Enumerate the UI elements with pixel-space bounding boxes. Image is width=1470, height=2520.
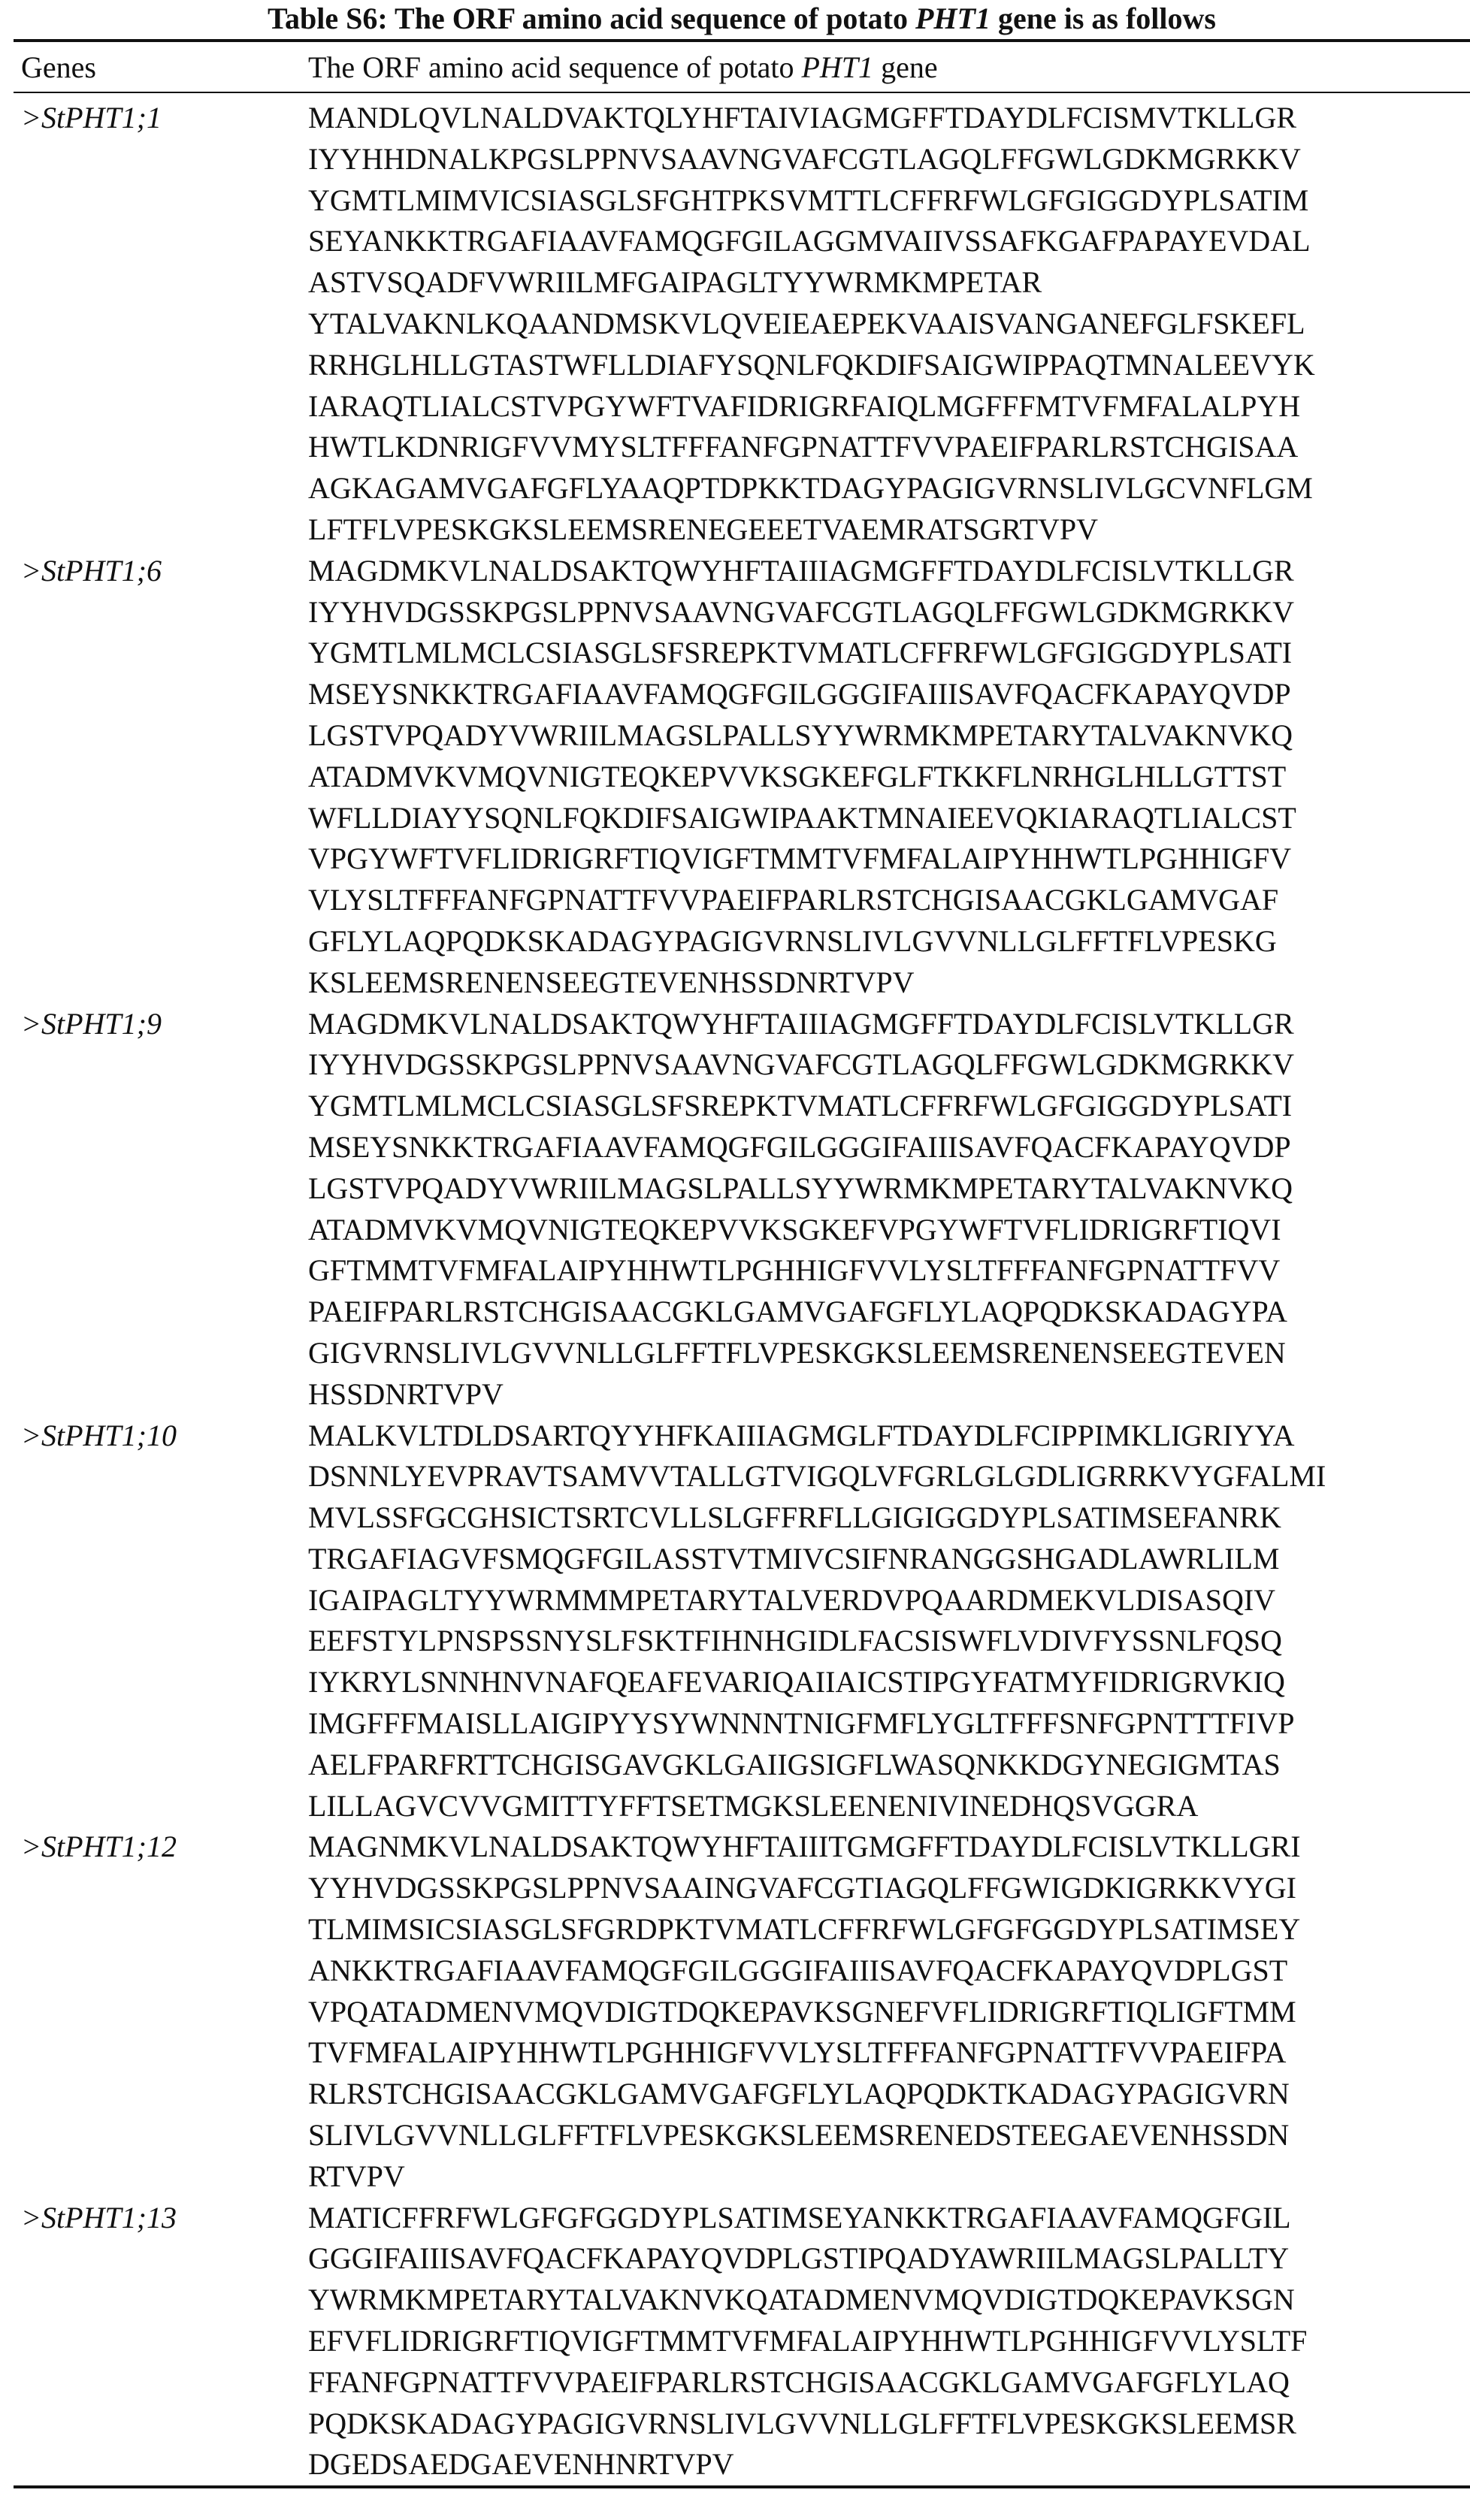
sequence-line: IYYHVDGSSKPGSLPPNVSAAVNGVAFCGTLAGQLFFGWLGDKMGRKKV	[308, 594, 1295, 629]
header-seq-gene: PHT1	[801, 50, 874, 84]
sequence-line: VLYSLTFFFANFGPNATTFVVPAEIFPARLRSTCHGISAACGKLGAMVGAF	[308, 883, 1279, 917]
gene-name: >StPHT1;12	[21, 1830, 177, 1864]
sequence-line: GFTMMTVFMFALAIPYHHWTLPGHHIGFVVLYSLTFFFANFGPNATTFVV	[308, 1253, 1281, 1288]
sequence-line: MAGNMKVLNALDSAKTQWYHFTAIIITGMGFFTDAYDLFCISLVTKLLGRI	[308, 1830, 1301, 1864]
sequence-line: RLRSTCHGISAACGKLGAMVGAFGFLYLAQPQDKTKADAGYPAGIGVRN	[308, 2077, 1290, 2111]
sequence-line: DGEDSAEDGAEVENHNRTVPV	[308, 2447, 734, 2482]
header-seq-before: The ORF amino acid sequence of potato	[308, 50, 802, 84]
sequence-cell	[308, 1416, 1470, 1827]
sequence-line: DSNNLYEVPRAVTSAMVVTALLGTVIGQLVFGRLGLGDLIGRRKVYGFALMI	[308, 1459, 1326, 1494]
sequence-line: HSSDNRTVPV	[308, 1376, 504, 1411]
caption-text-after: gene is as follows	[990, 2, 1216, 35]
sequence-line: YTALVAKNLKQAANDMSKVLQVEIEAEPEKVAAISVANGANEFGLFSKEFL	[308, 306, 1305, 340]
sequence-line: AGKAGAMVGAFGFLYAAQPTDPKKTDAGYPAGIGVRNSLIVLGCVNFLGM	[308, 471, 1313, 506]
sequence-line: VPQATADMENVMQVDIGTDQKEPAVKSGNEFVFLIDRIGRFTIQLIGFTMM	[308, 1994, 1296, 2029]
sequence-line: TRGAFIAGVFSMQGFGILASSTVTMIVCSIFNRANGGSHGADLAWRLILM	[308, 1541, 1280, 1576]
sequence-line: EFVFLIDRIGRFTIQVIGFTMMTVFMFALAIPYHHWTLPGHHIGFVVLYSLTF	[308, 2324, 1308, 2358]
sequence-line: TLMIMSICSIASGLSFGRDPKTVMATLCFFRFWLGFGFGGDYPLSATIMSEY	[308, 1912, 1301, 1947]
caption-prefix: Table S6:	[268, 2, 388, 35]
sequence-line: LFTFLVPESKGKSLEEMSRENEGEEETVAEMRATSGRTVPV	[308, 512, 1099, 546]
sequence-line: IYYHVDGSSKPGSLPPNVSAAVNGVAFCGTLAGQLFFGWLGDKMGRKKV	[308, 1047, 1295, 1082]
table-header-row	[14, 42, 1470, 92]
sequence-line: YYHVDGSSKPGSLPPNVSAAINGVAFCGTIAGQLFFGWIGDKIGRKKVYGI	[308, 1871, 1296, 1905]
sequence-line: ASTVSQADFVWRIILMFGAIPAGLTYYWRMKMPETAR	[308, 265, 1042, 300]
table-row	[14, 1827, 1470, 2197]
sequence-cell	[308, 1004, 1470, 1416]
gene-name: >StPHT1;13	[21, 2200, 177, 2234]
sequence-line: MSEYSNKKTRGAFIAAVFAMQGFGILGGGIFAIIISAVFQACFKAPAYQVDP	[308, 677, 1291, 712]
sequence-line: ATADMVKVMQVNIGTEQKEPVVKSGKEFGLFTKKFLNRHGLHLLGTTST	[308, 759, 1287, 793]
caption-gene: PHT1	[915, 2, 991, 35]
sequence-cell	[308, 98, 1470, 551]
sequence-line: YGMTLMLMCLCSIASGLSFSREPKTVMATLCFFRFWLGFGIGGDYPLSATI	[308, 1089, 1293, 1123]
sequence-line: MALKVLTDLDSARTQYYHFKAIIIAGMGLFTDAYDLFCIPPIMKLIGRIYYA	[308, 1418, 1295, 1452]
sequence-line: RTVPV	[308, 2159, 405, 2193]
sequence-cell	[308, 2198, 1470, 2486]
sequence-cell	[308, 1827, 1470, 2197]
sequence-line: MATICFFRFWLGFGFGGDYPLSATIMSEYANKKTRGAFIAAVFAMQGFGIL	[308, 2200, 1291, 2234]
sequence-line: ATADMVKVMQVNIGTEQKEPVVKSGKEFVPGYWFTVFLIDRIGRFTIQVI	[308, 1212, 1281, 1246]
sequence-line: YGMTLMLMCLCSIASGLSFSREPKTVMATLCFFRFWLGFGIGGDYPLSATI	[308, 636, 1293, 670]
table-row	[14, 1416, 1470, 1827]
sequence-line: PQDKSKADAGYPAGIGVRNSLIVLGVVNLLGLFFTFLVPESKGKSLEEMSR	[308, 2406, 1296, 2440]
sequence-line: PAEIFPARLRSTCHGISAACGKLGAMVGAFGFLYLAQPQDKSKADAGYPA	[308, 1295, 1287, 1329]
sequence-line: EEFSTYLPNSPSSNYSLFSKTFIHNHGIDLFACSISWFLVDIVFYSSNLFQSQ	[308, 1624, 1282, 1658]
sequence-line: YGMTLMIMVICSIASGLSFGHTPKSVMTTLCFFRFWLGFGIGGDYPLSATIM	[308, 183, 1309, 217]
header-seq-after: gene	[873, 50, 938, 84]
table-row	[14, 98, 1470, 551]
table-bottom-rule	[14, 2485, 1470, 2488]
sequence-line: GFLYLAQPQDKSKADAGYPAGIGVRNSLIVLGVVNLLGLFFTFLVPESKG	[308, 923, 1277, 958]
sequence-cell	[308, 551, 1470, 1004]
gene-name: >StPHT1;6	[21, 553, 162, 588]
sequence-line: MSEYSNKKTRGAFIAAVFAMQGFGILGGGIFAIIISAVFQACFKAPAYQVDP	[308, 1129, 1291, 1164]
sequence-line: KSLEEMSRENENSEEGTEVENHSSDNRTVPV	[308, 965, 915, 999]
sequence-line: MAGDMKVLNALDSAKTQWYHFTAIIIAGMGFFTDAYDLFCISLVTKLLGR	[308, 553, 1294, 588]
table-row	[14, 551, 1470, 1004]
sequence-line: GGGIFAIIISAVFQACFKAPAYQVDPLGSTIPQADYAWRIILMAGSLPALLTY	[308, 2241, 1290, 2276]
sequence-line: LGSTVPQADYVWRIILMAGSLPALLSYYWRMKMPETARYTALVAKNVKQ	[308, 1171, 1293, 1205]
gene-name: >StPHT1;1	[21, 101, 162, 134]
sequence-line: IARAQTLIALCSTVPGYWFTVAFIDRIGRFAIQLMGFFFMTVFMFALALPYH	[308, 388, 1301, 423]
header-genes: Genes	[21, 50, 96, 84]
sequence-line: YWRMKMPETARYTALVAKNVKQATADMENVMQVDIGTDQKEPAVKSGN	[308, 2283, 1295, 2317]
sequence-line: IYKRYLSNNHNVNAFQEAFEVARIQAIIAICSTIPGYFATMYFIDRIGRVKIQ	[308, 1665, 1285, 1700]
sequence-line: TVFMFALAIPYHHWTLPGHHIGFVVLYSLTFFFANFGPNATTFVVPAEIFPA	[308, 2035, 1287, 2070]
sequence-line: WFLLDIAYYSQNLFQKDIFSAIGWIPAAKTMNAIEEVQKIARAQTLIALCST	[308, 800, 1296, 835]
sequence-line: MANDLQVLNALDVAKTQLYHFTAIVIAGMGFFTDAYDLFCISMVTKLLGR	[308, 101, 1297, 134]
sequence-line: RRHGLHLLGTASTWFLLDIAFYSQNLFQKDIFSAIGWIPPAQTMNALEEVYK	[308, 347, 1315, 382]
sequence-line: LGSTVPQADYVWRIILMAGSLPALLSYYWRMKMPETARYTALVAKNVKQ	[308, 718, 1293, 752]
gene-name: >StPHT1;10	[21, 1418, 177, 1452]
gene-name: >StPHT1;9	[21, 1006, 162, 1041]
sequence-line: IMGFFFMAISLLAIGIPYYSYWNNNTNIGFMFLYGLTFFFSNFGPNTTTFIVP	[308, 1706, 1295, 1741]
sequence-line: ANKKTRGAFIAAVFAMQGFGILGGGIFAIIISAVFQACFKAPAYQVDPLGST	[308, 1953, 1288, 1987]
sequence-line: MVLSSFGCGHSICTSRTCVLLSLGFFRFLLGIGIGGDYPLSATIMSEFANRK	[308, 1500, 1281, 1535]
sequence-line: VPGYWFTVFLIDRIGRFTIQVIGFTMMTVFMFALAIPYHHWTLPGHHIGFV	[308, 842, 1292, 876]
sequence-line: GIGVRNSLIVLGVVNLLGLFFTFLVPESKGKSLEEMSRENENSEEGTEVEN	[308, 1335, 1286, 1370]
table-caption	[14, 0, 1470, 39]
sequence-line: SLIVLGVVNLLGLFFTFLVPESKGKSLEEMSRENEDSTEEGAEVENHSSDN	[308, 2118, 1290, 2153]
sequence-line: AELFPARFRTTCHGISGAVGKLGAIIGSIGFLWASQNKKDGYNEGIGMTAS	[308, 1747, 1281, 1781]
header-sequence	[308, 50, 1470, 85]
sequence-line: IYYHHDNALKPGSLPPNVSAAVNGVAFCGTLAGQLFFGWLGDKMGRKKV	[308, 141, 1301, 176]
sequence-line: SEYANKKTRGAFIAAVFAMQGFGILAGGMVAIIVSSAFKGAFPAPAYEVDAL	[308, 224, 1311, 258]
sequence-line: IGAIPAGLTYYWRMMMPETARYTALVERDVPQAARDMEKVLDISASQIV	[308, 1582, 1276, 1617]
caption-text-before: The ORF amino acid sequence of potato	[387, 2, 915, 35]
table-row	[14, 1004, 1470, 1416]
table-body	[14, 93, 1470, 2485]
sequence-line: HWTLKDNRIGFVVMYSLTFFFANFGPNATTFVVPAEIFPARLRSTCHGISAA	[308, 430, 1299, 464]
sequence-line: LILLAGVCVVGMITTYFFTSETMGKSLEENENIVINEDHQSVGGRA	[308, 1788, 1199, 1823]
sequence-line: MAGDMKVLNALDSAKTQWYHFTAIIIAGMGFFTDAYDLFCISLVTKLLGR	[308, 1006, 1294, 1041]
sequence-line: FFANFGPNATTFVVPAEIFPARLRSTCHGISAACGKLGAMVGAFGFLYLAQ	[308, 2364, 1290, 2399]
table-row	[14, 2198, 1470, 2486]
